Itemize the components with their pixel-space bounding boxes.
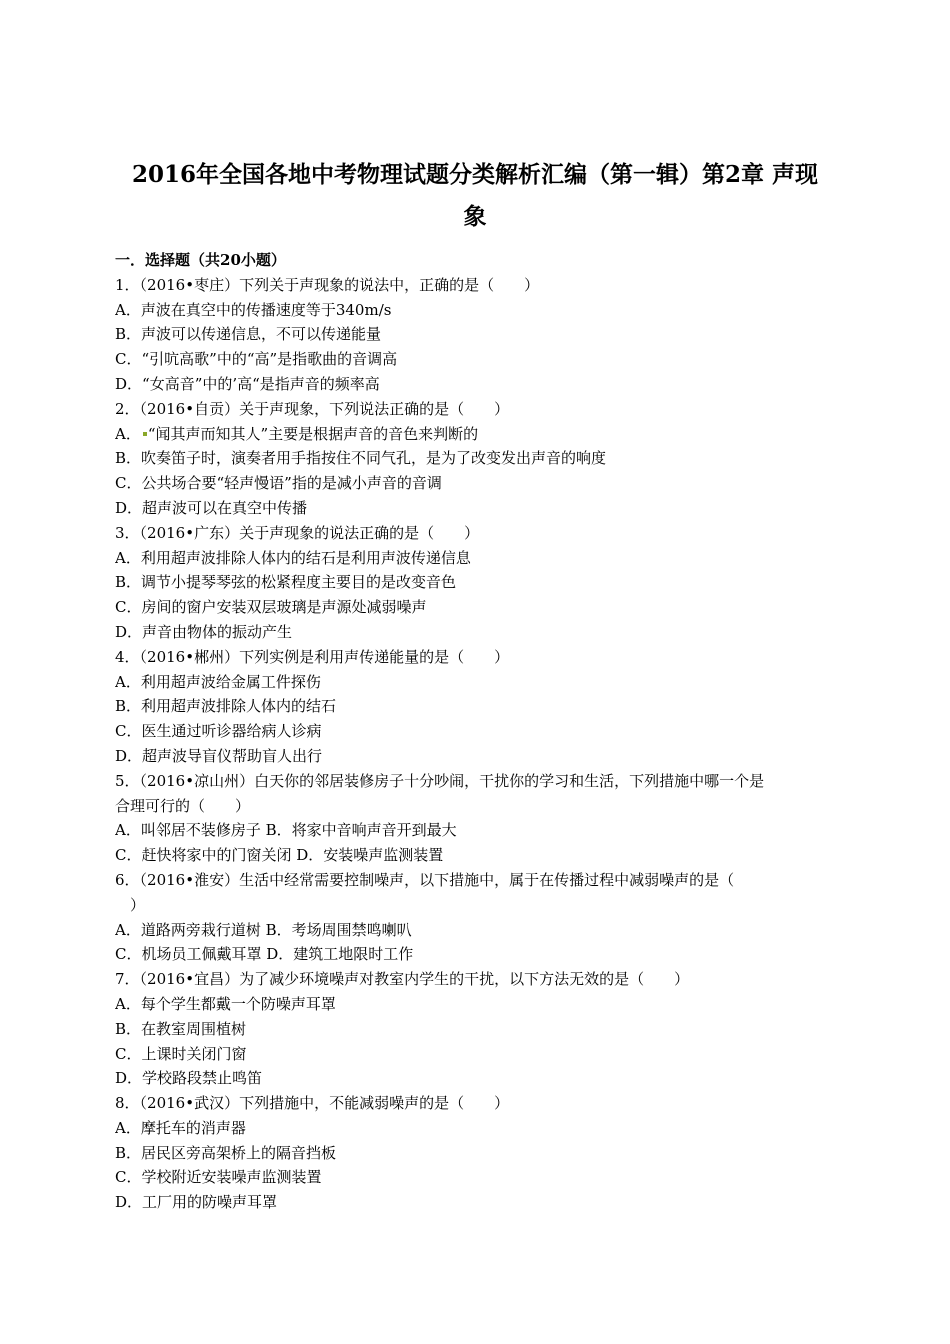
question-6-cont: ） <box>115 895 146 914</box>
option-2a <box>115 422 840 447</box>
option-7b: B．在教室周围植树 <box>115 1019 247 1038</box>
option-1a: A．声波在真空中的传播速度等于340m/s <box>115 300 392 319</box>
options-5ab: A．叫邻居不装修房子 B．将家中音响声音开到最大 <box>115 821 457 840</box>
title-line-1: 2016年全国各地中考物理试题分类解析汇编（第一辑）第2章 声现 <box>131 161 819 188</box>
option-7c: C．上课时关闭门窗 <box>115 1044 247 1063</box>
marker-dot-icon <box>143 432 147 436</box>
option-2d: D．超声波可以在真空中传播 <box>115 498 308 517</box>
question-3: 3．（2016•广东）关于声现象的说法正确的是（ ） <box>115 523 480 542</box>
option-1c: C．“引吭高歌”中的“高”是指歌曲的音调高 <box>115 350 398 369</box>
options-5cd: C．赶快将家中的门窗关闭 D．安装噪声监测装置 <box>115 846 444 865</box>
question-list <box>115 248 840 1215</box>
option-8c: C．学校附近安装噪声监测装置 <box>115 1168 322 1187</box>
option-8d: D．工厂用的防噪声耳罩 <box>115 1193 278 1212</box>
options-6cd: C．机场员工佩戴耳罩 D．建筑工地限时工作 <box>115 945 414 964</box>
option-1d: D．“女高音”中的’高“是指声音的频率高 <box>115 374 380 393</box>
option-4c: C．医生通过听诊器给病人诊病 <box>115 722 322 741</box>
option-7a: A．每个学生都戴一个防噪声耳罩 <box>115 994 336 1013</box>
section-heading: 一．选择题（共20小题） <box>115 251 286 269</box>
option-2b: B．吹奏笛子时，演奏者用手指按住不同气孔，是为了改变发出声音的响度 <box>115 449 607 468</box>
question-6: 6．（2016•淮安）生活中经常需要控制噪声，以下措施中，属于在传播过程中减弱噪声的是（ <box>115 870 735 889</box>
question-4: 4．（2016•郴州）下列实例是利用声传递能量的是（ ） <box>115 647 510 666</box>
question-1: 1．（2016•枣庄）下列关于声现象的说法中，正确的是（ ） <box>115 275 540 294</box>
question-8: 8．（2016•武汉）下列措施中，不能减弱噪声的是（ ） <box>115 1094 510 1113</box>
option-4a: A．利用超声波给金属工件探伤 <box>115 672 321 691</box>
document-title <box>115 154 835 238</box>
option-3d: D．声音由物体的振动产生 <box>115 622 293 641</box>
option-3c: C．房间的窗户安装双层玻璃是声源处减弱噪声 <box>115 598 427 617</box>
option-4b: B．利用超声波排除人体内的结石 <box>115 697 337 716</box>
option-3a: A．利用超声波排除人体内的结石是利用声波传递信息 <box>115 548 471 567</box>
option-8b: B．居民区旁高架桥上的隔音挡板 <box>115 1143 337 1162</box>
option-2a-letter: A． <box>115 424 141 443</box>
option-2c: C．公共场合要“轻声慢语”指的是减小声音的音调 <box>115 474 442 493</box>
question-2: 2．（2016•自贡）关于声现象，下列说法正确的是（ ） <box>115 399 510 418</box>
question-7: 7．（2016•宜昌）为了减少环境噪声对教室内学生的干扰，以下方法无效的是（ ） <box>115 970 690 989</box>
option-7d: D．学校路段禁止鸣笛 <box>115 1069 263 1088</box>
option-4d: D．超声波导盲仪帮助盲人出行 <box>115 746 323 765</box>
question-5: 5．（2016•凉山州）白天你的邻居装修房子十分吵闹，干扰你的学习和生活，下列措施中哪一个是 <box>115 771 765 790</box>
question-5-cont: 合理可行的（ ） <box>115 796 251 815</box>
option-8a: A．摩托车的消声器 <box>115 1118 246 1137</box>
options-6ab: A．道路两旁栽行道树 B．考场周围禁鸣喇叭 <box>115 920 412 939</box>
option-2a-text: “闻其声而知其人”主要是根据声音的音色来判断的 <box>147 424 479 443</box>
option-1b: B．声波可以传递信息，不可以传递能量 <box>115 325 382 344</box>
option-3b: B．调节小提琴琴弦的松紧程度主要目的是改变音色 <box>115 573 457 592</box>
title-line-2: 象 <box>463 203 487 230</box>
